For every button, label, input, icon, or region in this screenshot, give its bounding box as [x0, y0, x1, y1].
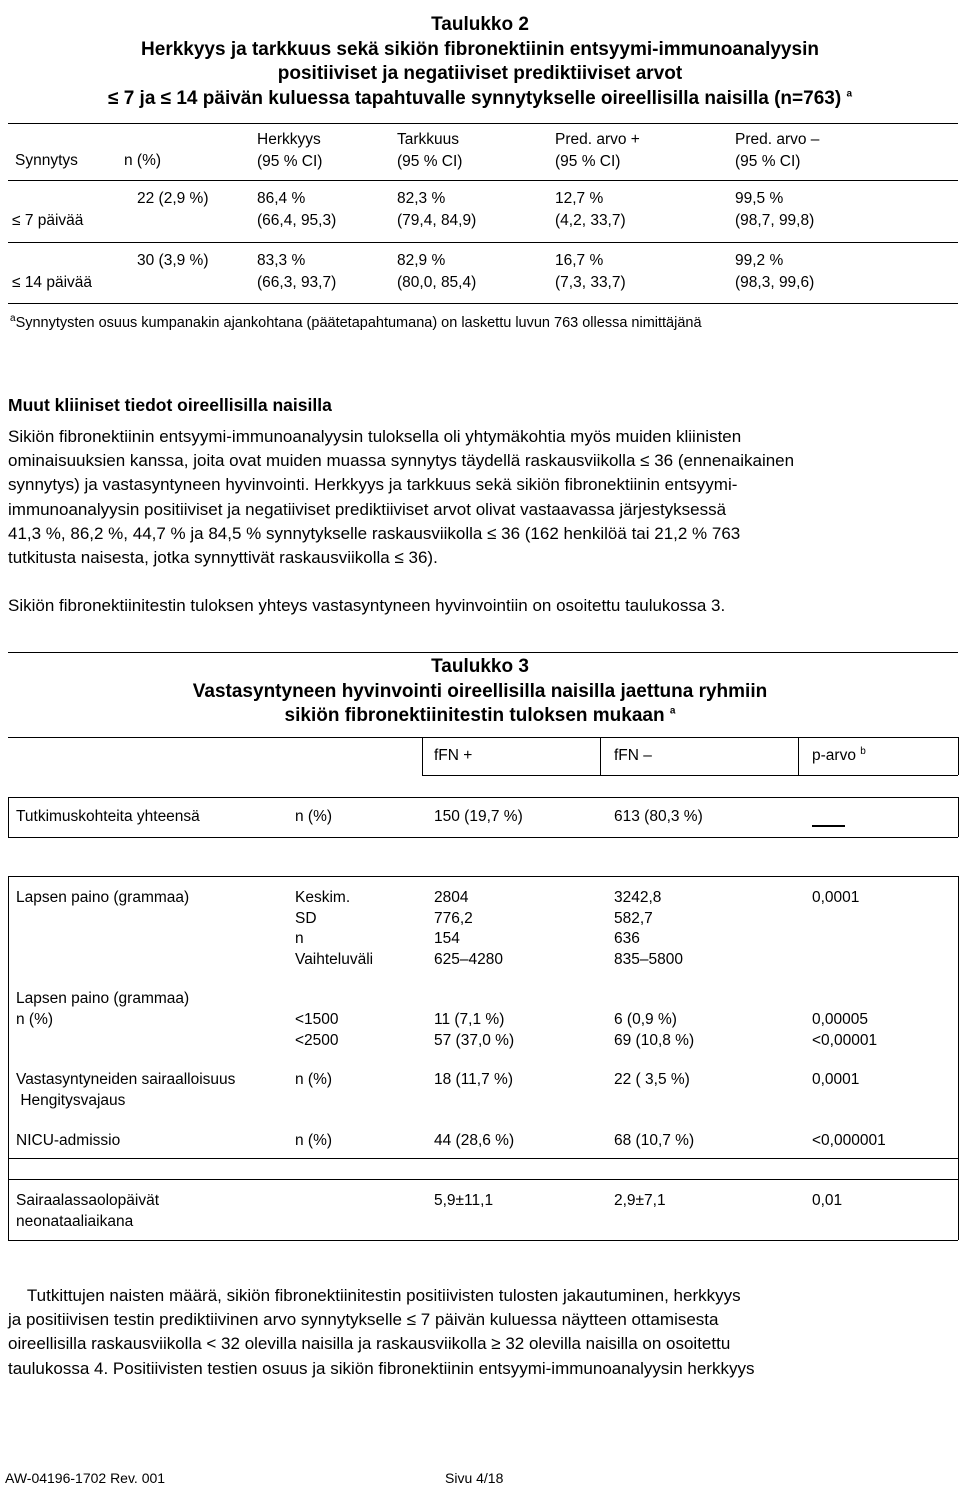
- table2-top-rule: [8, 123, 958, 124]
- weight-n-ffn-neg: 6 (0,9 %) 69 (10,8 %): [614, 1011, 695, 1049]
- row-14-tarkkuus: 82,9 % (80,0, 85,4): [397, 252, 477, 291]
- days-ffn-neg: 2,9±7,1: [614, 1192, 666, 1209]
- weight-ffn-pos: 2804 776,2 154 625–4280: [434, 889, 503, 968]
- weight-ffn-neg: 3242,8 582,7 636 835–5800: [614, 889, 683, 968]
- row-7-pred-pos: 12,7 % (4,2, 33,7): [555, 190, 626, 229]
- header-ffn-pos: fFN +: [434, 747, 473, 764]
- nicu-ffn-pos: 44 (28,6 %): [434, 1132, 515, 1149]
- table2-header-rule: [8, 180, 958, 181]
- row-14-pred-pos: 16,7 % (7,3, 33,7): [555, 252, 626, 291]
- total-label: Tutkimuskohteita yhteensä: [16, 808, 200, 825]
- weight-p: 0,0001: [812, 889, 860, 906]
- morbidity-ffn-neg: 22 ( 3,5 %): [614, 1071, 690, 1088]
- row-14-n: 30 (3,9 %): [137, 252, 209, 269]
- morbidity-p: 0,0001: [812, 1071, 860, 1088]
- row-7-n: 22 (2,9 %): [137, 190, 209, 207]
- row-7-herkkyys: 86,4 % (66,4, 95,3): [257, 190, 337, 229]
- table3-top-rule: [8, 652, 958, 653]
- header-pred-neg: Pred. arvo – (95 % CI): [735, 131, 820, 170]
- row-14-pred-neg: 99,2 % (98,3, 99,6): [735, 252, 815, 291]
- table2-footnote: $^a$Synnytysten osuus kumpanakin ajankohtana (päätetapahtumana) on laskettu luvun 763 ollessa nimittäjänä: [10, 313, 702, 331]
- header-tarkkuus: Tarkkuus (95 % CI): [397, 131, 463, 170]
- nicu-label: NICU-admissio: [16, 1132, 121, 1149]
- section-heading: Muut kliiniset tiedot oireellisilla naisilla: [8, 395, 332, 415]
- closing-paragraph: Tutkittujen naisten määrä, sikiön fibronektiinitestin positiivisten tulosten jakautuminen, herkkyys ja positiivisen testin prediktiivinen arvo synnytykselle ≤ 7 päivän kuluessa näytteen ottamisesta oireellisilla raskausviikolla < 32 olevilla naisilla ja raskausviikolla ≥ 32 olevilla naisilla on osoitettu taulukossa 4. Positiivisten testien osuus ja sikiön fibronektiinin entsyymi-immunoanalyysin herkkyys: [8, 1286, 755, 1378]
- table3-header-bottom-rule: [422, 775, 958, 776]
- row-7-tarkkuus: 82,3 % (79,4, 84,9): [397, 190, 477, 229]
- row-14-label: ≤ 14 päivää: [12, 274, 93, 291]
- weight-n-stats: <1500 <2500: [295, 1011, 339, 1049]
- header-synnytys: Synnytys: [15, 152, 78, 169]
- table2-row-rule: [8, 242, 958, 243]
- weight-n-ffn-pos: 11 (7,1 %) 57 (37,0 %): [434, 1011, 515, 1049]
- total-p-dash: [812, 817, 845, 835]
- header-n: n (%): [124, 152, 162, 169]
- weight-stats: Keskim. SD n Vaihteluväli: [295, 889, 374, 968]
- weight-label: Lapsen paino (grammaa): [16, 889, 190, 906]
- days-label: Sairaalassaolopäivät neonataaliaikana: [16, 1192, 160, 1230]
- weight-n-label: Lapsen paino (grammaa) n (%): [16, 990, 190, 1028]
- morbidity-label: Vastasyntyneiden sairaalloisuus Hengitysvajaus: [16, 1071, 236, 1109]
- header-ffn-neg: fFN –: [614, 747, 652, 764]
- footer-doc-id: AW-04196-1702 Rev. 001: [5, 1470, 166, 1486]
- days-ffn-pos: 5,9±11,1: [434, 1192, 494, 1209]
- header-pred-pos: Pred. arvo + (95 % CI): [555, 131, 640, 170]
- total-ffn-neg: 613 (80,3 %): [614, 808, 703, 825]
- nicu-stat: n (%): [295, 1132, 333, 1149]
- row-14-herkkyys: 83,3 % (66,3, 93,7): [257, 252, 337, 291]
- row-7-label: ≤ 7 päivää: [12, 212, 84, 229]
- table2-bottom-rule: [8, 303, 958, 304]
- section-paragraph-2: Sikiön fibronektiinitestin tuloksen yhteys vastasyntyneen hyvinvointiin on osoitettu taulukossa 3.: [8, 596, 726, 615]
- header-herkkyys: Herkkyys (95 % CI): [257, 131, 323, 170]
- total-ffn-pos: 150 (19,7 %): [434, 808, 523, 825]
- total-stat: n (%): [295, 808, 333, 825]
- morbidity-ffn-pos: 18 (11,7 %): [434, 1071, 513, 1088]
- row-7-pred-neg: 99,5 % (98,7, 99,8): [735, 190, 815, 229]
- header-p-value: p-arvo $^b$: [812, 745, 866, 764]
- footer-page-number: Sivu 4/18: [445, 1470, 504, 1486]
- days-p: 0,01: [812, 1192, 843, 1209]
- morbidity-stat: n (%): [295, 1071, 333, 1088]
- nicu-p: <0,000001: [812, 1132, 886, 1149]
- section-paragraph-1: Sikiön fibronektiinin entsyymi-immunoanalyysin tuloksella oli yhtymäkohtia myös muiden kliinisten ominaisuuksien kanssa, joita ovat muiden muassa synnytys täydellä raskausviikolla ≤ 36 (ennenaikainen synnytys) ja vastasyntyneen hyvinvointi. Herkkyys ja tarkkuus sekä sikiön fibronektiinin entsyymi- immunoanalyysin positiiviset ja negatiiviset prediktiiviset arvot olivat vastaavassa järjestyksessä 41,3 %, 86,2 %, 44,7 % ja 84,5 % synnytykselle raskausviikolla ≤ 36 (162 henkilöä tai 21,2 % 763 tutkitusta naisesta, jotka synnyttivät raskausviikolla ≤ 36).: [8, 427, 795, 568]
- table3-title: Taulukko 3 Vastasyntyneen hyvinvointi oireellisilla naisilla jaettuna ryhmiin sikiön fibronektiinitestin tuloksen mukaan $^a$: [192, 656, 768, 726]
- nicu-ffn-neg: 68 (10,7 %): [614, 1132, 695, 1149]
- table2-title: Taulukko 2 Herkkyys ja tarkkuus sekä sikiön fibronektiinin entsyymi-immunoanalyysin positiiviset ja negatiiviset prediktiiviset arvot ≤ 7 ja ≤ 14 päivän kuluessa tapahtuvalle synnytykselle oireellisilla naisilla (n=763) $^a$: [107, 14, 853, 109]
- weight-n-p: 0,00005 <0,00001: [812, 1011, 878, 1049]
